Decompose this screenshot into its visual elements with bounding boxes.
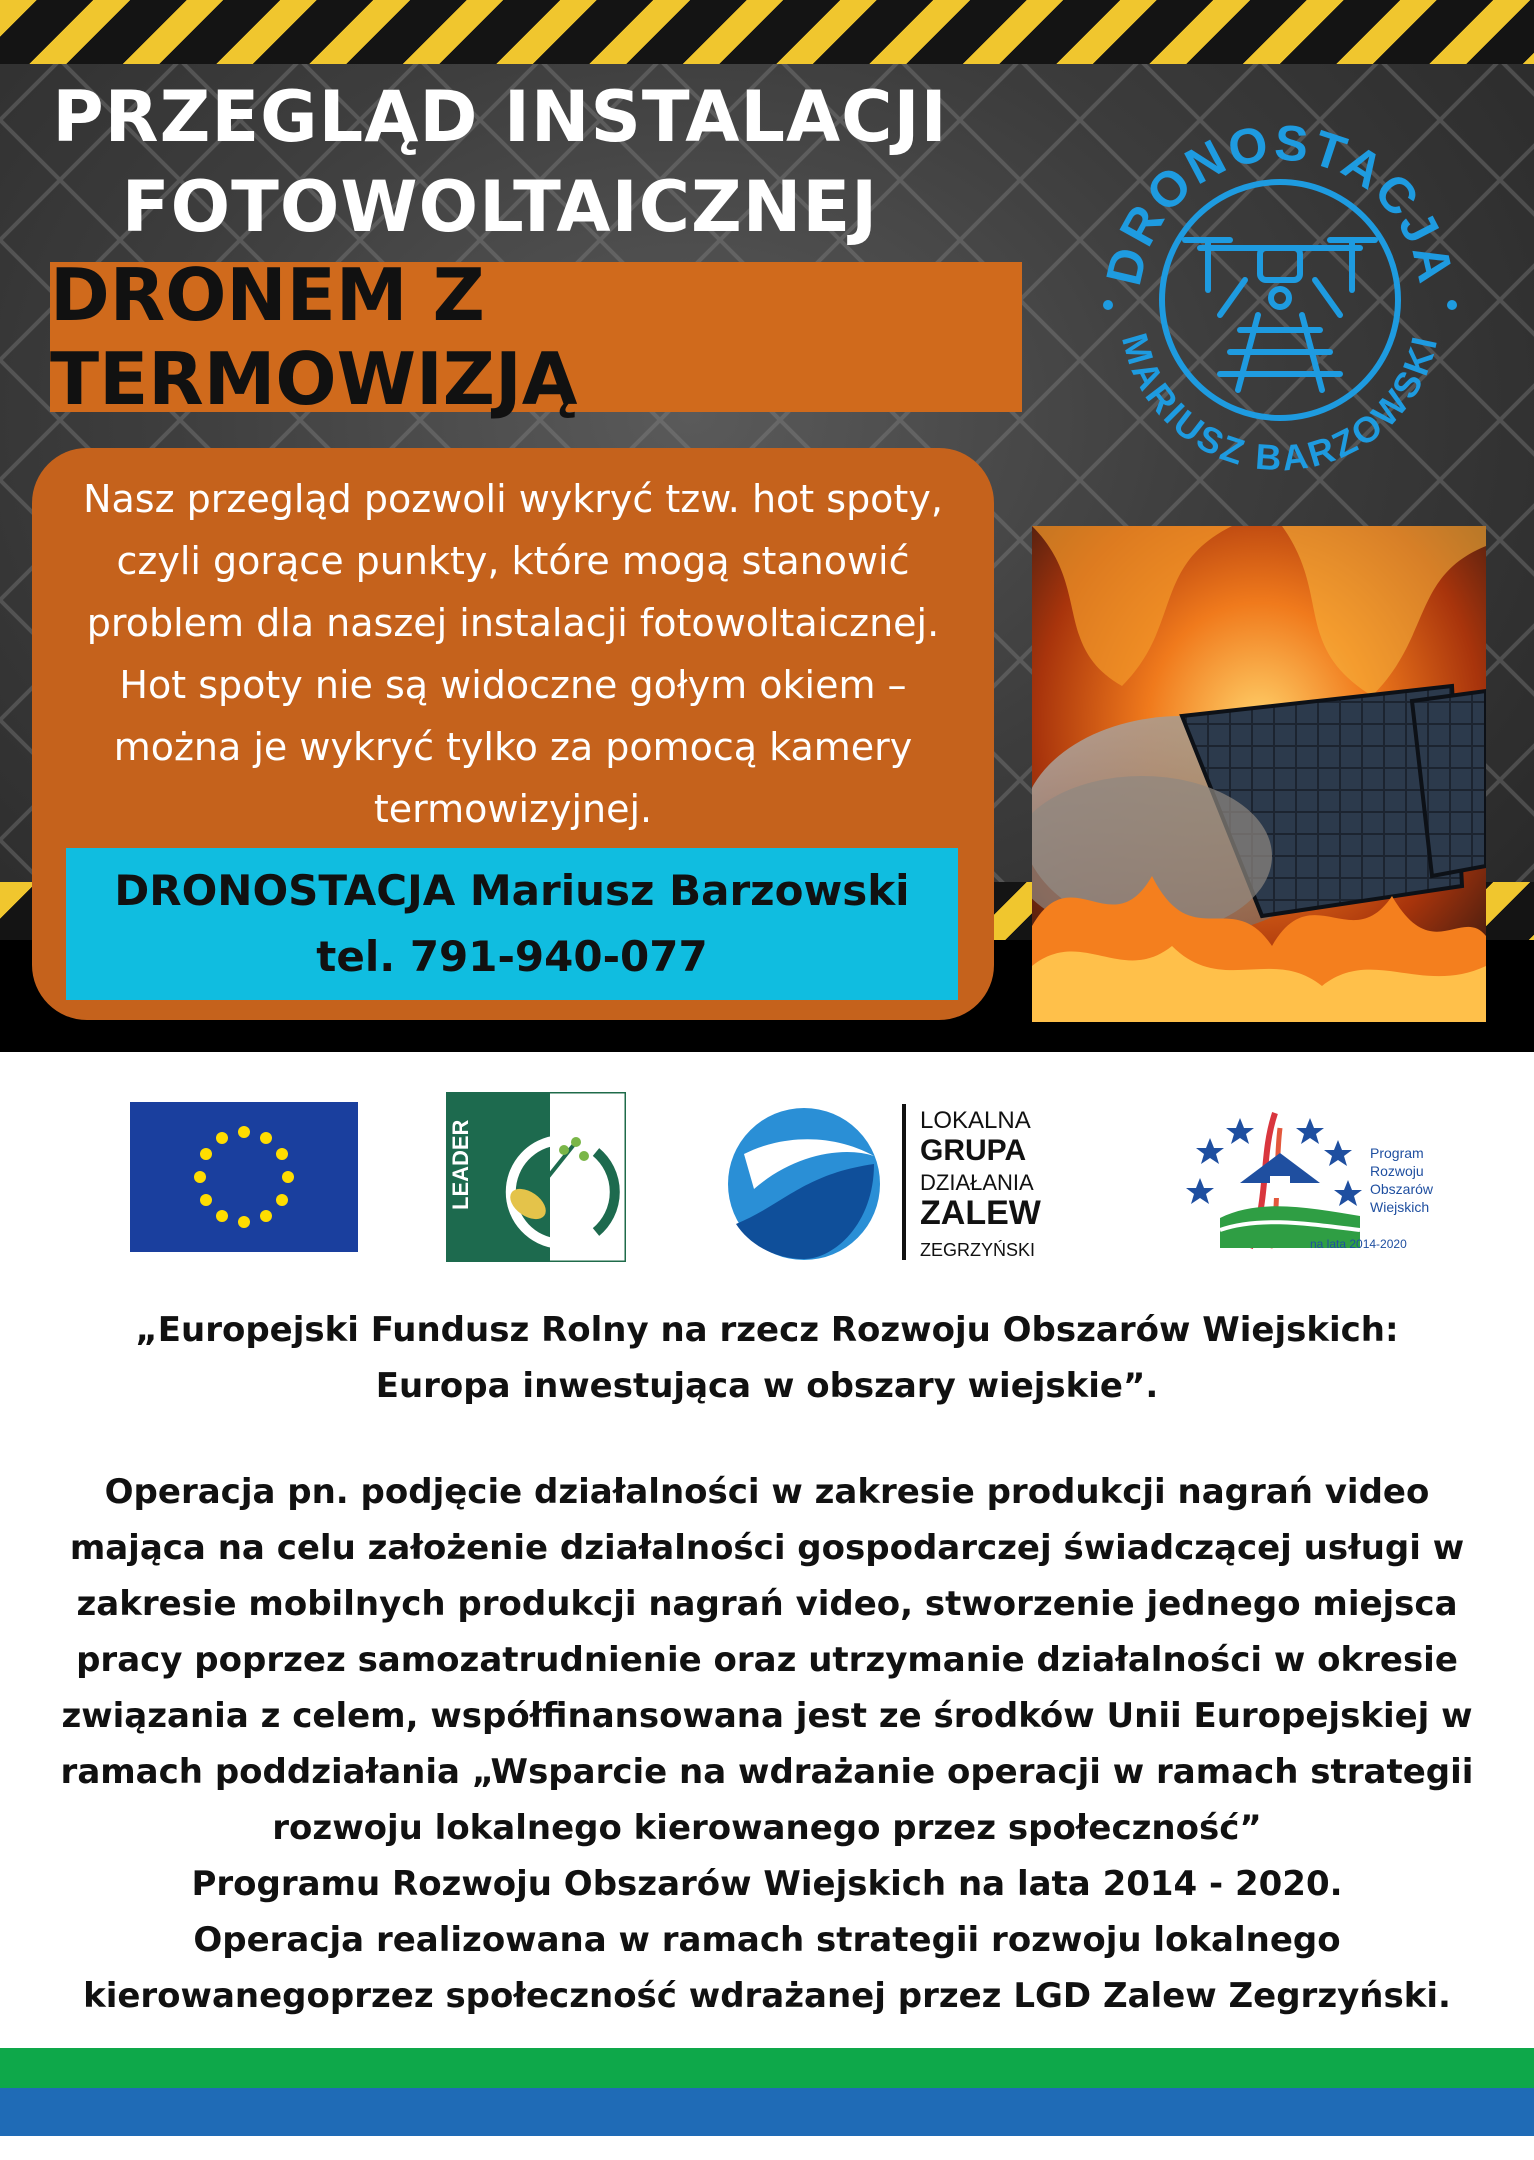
operation-line: Programu Rozwoju Obszarów Wiejskich na lata 2014 - 2020. [191, 1864, 1343, 1904]
prow-line-1: Program [1370, 1145, 1424, 1161]
operation-line: związania z celem, współfinansowana jest ze środków Unii Europejskiej w [61, 1696, 1473, 1736]
leader-text: LEADER [448, 1119, 473, 1210]
drone-icon [1185, 240, 1375, 390]
subtitle: DRONEM Z TERMOWIZJĄ [50, 253, 578, 421]
lgd-line-3: DZIAŁANIA [920, 1170, 1034, 1195]
operation-line: mająca na celu założenie działalności gospodarczej świadczącej usługi w [69, 1528, 1465, 1568]
quote-line-2: Europa inwestująca w obszary wiejskie”. [375, 1366, 1159, 1406]
operation-line: kierowanegoprzez społeczność wdrażanej przez LGD Zalew Zegrzyński. [83, 1976, 1451, 2016]
burning-solar-panel-photo [1032, 526, 1486, 1022]
operation-line: ramach poddziałania „Wsparcie na wdrażanie operacji w ramach strategii [60, 1752, 1474, 1792]
leader-logo [446, 1092, 626, 1262]
contact-box [66, 848, 958, 1000]
description-line: czyli gorące punkty, które mogą stanowić [116, 539, 910, 583]
description-panel [32, 448, 994, 1020]
description-text [56, 468, 970, 840]
operation-line: Operacja pn. podjęcie działalności w zakresie produkcji nagrań video [104, 1472, 1430, 1512]
quote-line-1: „Europejski Fundusz Rolny na rzecz Rozwoju Obszarów Wiejskich: [135, 1310, 1399, 1350]
eu-flag-logo [130, 1102, 358, 1252]
dronostacja-logo [1080, 100, 1480, 500]
title-line-2: FOTOWOLTAICZNEJ [121, 166, 879, 248]
footer-stripe-blue [0, 2088, 1534, 2136]
prow-line-3: Obszarów [1370, 1181, 1434, 1197]
company-name: DRONOSTACJA Mariusz Barzowski [114, 866, 910, 915]
operation-line: rozwoju lokalnego kierowanego przez społeczność” [272, 1808, 1262, 1848]
description-line: można je wykryć tylko za pomocą kamery [113, 725, 913, 769]
operation-line: Operacja realizowana w ramach strategii rozwoju lokalnego [193, 1920, 1341, 1960]
hazard-stripe-top [0, 0, 1534, 64]
subtitle-banner [50, 253, 1022, 421]
phone-number: tel. 791-940-077 [316, 932, 708, 981]
prow-line-4: Wiejskich [1370, 1199, 1430, 1215]
svg-text:DRONOSTACJA [1095, 114, 1464, 290]
footer-stripe-green [0, 2048, 1534, 2088]
page-title [0, 72, 1000, 252]
prow-logo [1180, 1098, 1440, 1258]
logo-bottom-text: MARIUSZ BARZOWSKI [1113, 328, 1446, 479]
description-line: termowizyjnej. [373, 787, 653, 831]
prow-line-2: Rozwoju [1370, 1163, 1424, 1179]
prow-years: na lata 2014-2020 [1310, 1237, 1407, 1251]
operation-line: pracy poprzez samozatrudnienie oraz utrzymanie działalności w okresie [76, 1640, 1458, 1680]
description-line: Hot spoty nie są widoczne gołym okiem – [119, 663, 907, 707]
lgd-zalew-zegrzynski-logo [724, 1094, 1084, 1266]
lgd-line-2: GRUPA [920, 1134, 1027, 1167]
footer-margin [0, 2136, 1534, 2160]
lgd-line-4: ZALEW [920, 1194, 1041, 1232]
lgd-line-5: ZEGRZYŃSKI [920, 1240, 1036, 1260]
efrrow-quote [40, 1302, 1494, 1414]
header-section [0, 0, 1534, 1040]
logo-top-text: DRONOSTACJA [1095, 114, 1465, 291]
description-line: problem dla naszej instalacji fotowoltaicznej. [86, 601, 940, 645]
operation-description [40, 1464, 1494, 2024]
operation-line: zakresie mobilnych produkcji nagrań video, stworzenie jednego miejsca [76, 1584, 1458, 1624]
description-line: Nasz przegląd pozwoli wykryć tzw. hot spoty, [83, 477, 943, 521]
lgd-line-1: LOKALNA [920, 1107, 1031, 1134]
title-line-1: PRZEGLĄD INSTALACJI [52, 76, 948, 158]
funding-section [0, 1052, 1534, 2052]
